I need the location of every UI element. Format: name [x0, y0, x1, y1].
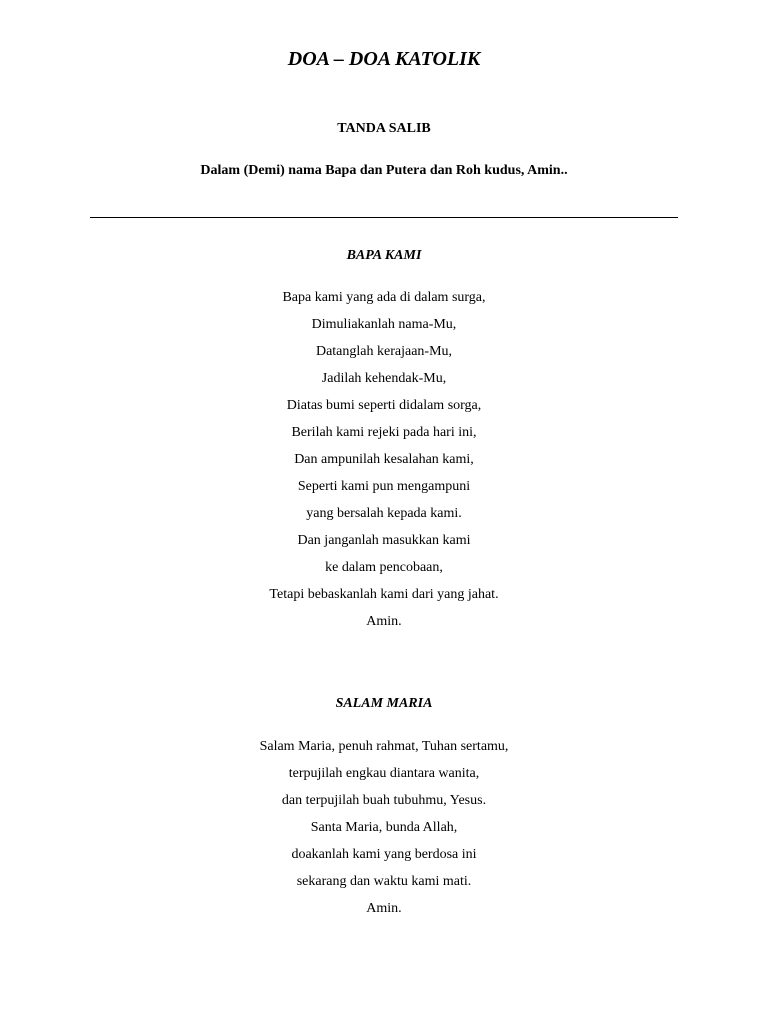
prayer-line: Datanglah kerajaan-Mu, [315, 344, 453, 359]
prayer-line: Amin. [366, 614, 402, 629]
prayer-line: Amin. [366, 901, 402, 916]
salam-maria-verses [0, 733, 768, 922]
prayer-line: yang bersalah kepada kami. [306, 506, 462, 521]
prayer-line: ke dalam pencobaan, [325, 560, 443, 575]
bapa-kami-verses [0, 284, 768, 635]
prayer-line: Dan janganlah masukkan kami [297, 533, 471, 548]
prayer-line: dan terpujilah buah tubuhmu, Yesus. [281, 793, 487, 808]
tanda-salib-heading: TANDA SALIB [337, 121, 431, 136]
prayer-line: Dan ampunilah kesalahan kami, [294, 452, 474, 467]
document-title: DOA – DOA KATOLIK [287, 48, 481, 70]
tanda-salib-text: Dalam (Demi) nama Bapa dan Putera dan Roh kudus, Amin.. [200, 163, 568, 178]
prayer-line: sekarang dan waktu kami mati. [296, 874, 472, 889]
prayer-line: Jadilah kehendak-Mu, [321, 371, 447, 386]
bapa-kami-heading: BAPA KAMI [346, 248, 422, 263]
prayer-line: Bapa kami yang ada di dalam surga, [282, 290, 486, 305]
prayer-line: Tetapi bebaskanlah kami dari yang jahat. [269, 587, 499, 602]
prayer-line: Dimuliakanlah nama-Mu, [311, 317, 457, 332]
prayer-line: Santa Maria, bunda Allah, [310, 820, 458, 835]
prayer-line: doakanlah kami yang berdosa ini [291, 847, 477, 862]
prayer-line: terpujilah engkau diantara wanita, [288, 766, 480, 781]
prayer-line: Seperti kami pun mengampuni [297, 479, 471, 494]
salam-maria-heading: SALAM MARIA [335, 696, 433, 711]
section-divider [90, 217, 678, 218]
prayer-line: Diatas bumi seperti didalam sorga, [286, 398, 482, 413]
prayer-line: Berilah kami rejeki pada hari ini, [291, 425, 477, 440]
prayer-line: Salam Maria, penuh rahmat, Tuhan sertamu, [259, 739, 509, 754]
